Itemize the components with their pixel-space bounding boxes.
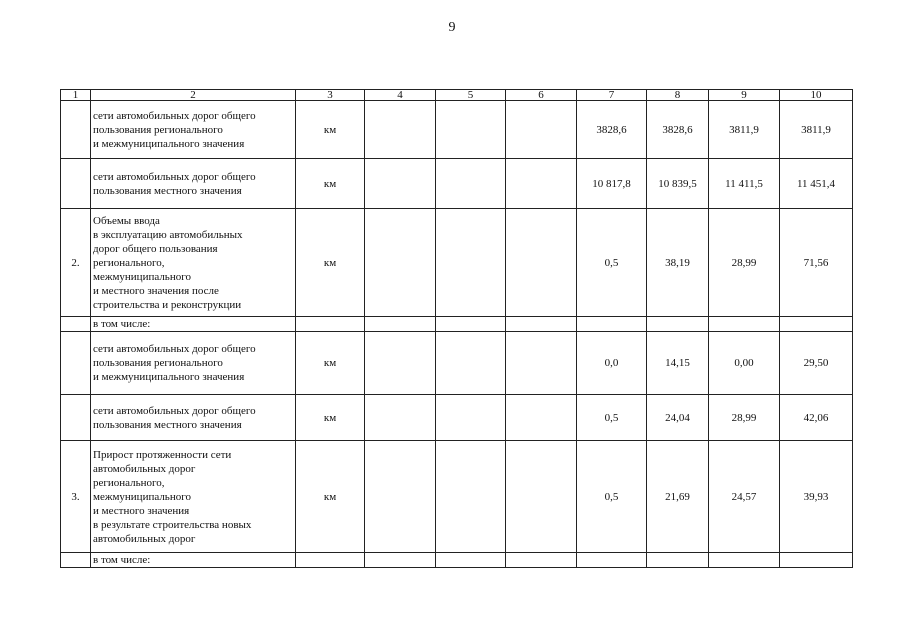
value-cell-c7: [577, 553, 647, 568]
value-cell-c10: 11 451,4: [780, 159, 853, 209]
indicator-name-cell: [91, 395, 296, 441]
value-cell-c9: 3811,9: [709, 101, 780, 159]
unit-cell: км: [296, 441, 365, 553]
column-number: 4: [365, 90, 436, 101]
unit-cell: км: [296, 332, 365, 395]
value-cell-c6: [506, 209, 577, 317]
value-cell-c4: [365, 553, 436, 568]
value-cell-c4: [365, 159, 436, 209]
indicator-name-line: регионального,: [93, 256, 165, 269]
unit-cell: км: [296, 101, 365, 159]
value-cell-c9: 11 411,5: [709, 159, 780, 209]
value-cell-c5: [436, 209, 506, 317]
value-cell-c10: 39,93: [780, 441, 853, 553]
column-number-row: [61, 90, 853, 101]
indicator-name-line: в эксплуатацию автомобильных: [93, 228, 243, 241]
row-number-cell: 2.: [61, 209, 91, 317]
value-cell-c7: 0,5: [577, 441, 647, 553]
value-cell-c8: [647, 317, 709, 332]
column-number: 9: [709, 90, 780, 101]
indicator-name-cell: [91, 101, 296, 159]
value-cell-c6: [506, 101, 577, 159]
value-cell-c7: 0,5: [577, 209, 647, 317]
indicator-name-cell: [91, 441, 296, 553]
unit-cell: км: [296, 159, 365, 209]
value-cell-c4: [365, 317, 436, 332]
column-number: 2: [91, 90, 296, 101]
row-number-cell: [61, 159, 91, 209]
indicator-name-line: в том числе:: [93, 554, 151, 566]
value-cell-c4: [365, 395, 436, 441]
value-cell-c7: [577, 317, 647, 332]
unit-cell: [296, 317, 365, 332]
indicator-name-line: дорог общего пользования: [93, 242, 218, 255]
value-cell-c9: 24,57: [709, 441, 780, 553]
indicator-name-line: сети автомобильных дорог общего: [93, 170, 256, 183]
indicator-name-cell: [91, 209, 296, 317]
row-number-cell: [61, 317, 91, 332]
value-cell-c10: 3811,9: [780, 101, 853, 159]
unit-cell: км: [296, 395, 365, 441]
row-number-cell: [61, 101, 91, 159]
indicator-name-cell: [91, 553, 296, 568]
value-cell-c10: [780, 553, 853, 568]
value-cell-c4: [365, 441, 436, 553]
unit-cell: км: [296, 209, 365, 317]
value-cell-c5: [436, 553, 506, 568]
indicator-name-line: Прирост протяженности сети: [93, 448, 232, 461]
table-row: [61, 553, 853, 568]
value-cell-c9: [709, 317, 780, 332]
value-cell-c9: 28,99: [709, 209, 780, 317]
indicator-name-line: и межмуниципального значения: [93, 371, 245, 383]
value-cell-c9: 0,00: [709, 332, 780, 395]
indicator-name-line: в том числе:: [93, 318, 151, 330]
indicator-table: [60, 89, 853, 568]
column-number: 3: [296, 90, 365, 101]
value-cell-c4: [365, 209, 436, 317]
table-row: [61, 159, 853, 209]
value-cell-c8: 3828,6: [647, 101, 709, 159]
value-cell-c5: [436, 317, 506, 332]
column-number: 6: [506, 90, 577, 101]
value-cell-c8: 10 839,5: [647, 159, 709, 209]
value-cell-c5: [436, 332, 506, 395]
indicator-name-line: и межмуниципального значения: [93, 137, 245, 150]
indicator-name-line: в результате строительства новых: [93, 518, 252, 531]
value-cell-c6: [506, 332, 577, 395]
value-cell-c9: 28,99: [709, 395, 780, 441]
value-cell-c6: [506, 159, 577, 209]
indicator-name-line: межмуниципального: [93, 270, 191, 283]
indicator-name-line: строительства и реконструкции: [93, 298, 242, 311]
indicator-name-line: межмуниципального: [93, 490, 191, 503]
value-cell-c10: 42,06: [780, 395, 853, 441]
column-number: 5: [436, 90, 506, 101]
value-cell-c9: [709, 553, 780, 568]
value-cell-c7: 0,5: [577, 395, 647, 441]
indicator-name-line: и местного значения после: [93, 284, 219, 297]
row-number-cell: [61, 553, 91, 568]
indicator-name-line: пользования местного значения: [93, 184, 242, 197]
indicator-name-line: пользования регионального: [93, 357, 223, 369]
value-cell-c5: [436, 101, 506, 159]
indicator-name-cell: [91, 159, 296, 209]
indicator-name-line: сети автомобильных дорог общего: [93, 404, 256, 417]
value-cell-c8: 24,04: [647, 395, 709, 441]
table-row: [61, 317, 853, 332]
value-cell-c10: 29,50: [780, 332, 853, 395]
row-number-cell: [61, 395, 91, 441]
table-row: [61, 441, 853, 553]
value-cell-c8: 21,69: [647, 441, 709, 553]
value-cell-c7: 3828,6: [577, 101, 647, 159]
value-cell-c4: [365, 332, 436, 395]
indicator-name-line: пользования регионального: [93, 123, 223, 136]
table-row: [61, 209, 853, 317]
value-cell-c6: [506, 553, 577, 568]
indicator-name-cell: [91, 317, 296, 332]
row-number-cell: 3.: [61, 441, 91, 553]
value-cell-c6: [506, 441, 577, 553]
value-cell-c10: [780, 317, 853, 332]
indicator-name-line: и местного значения: [93, 504, 190, 517]
value-cell-c5: [436, 159, 506, 209]
indicator-name-cell: [91, 332, 296, 395]
page-number: 9: [448, 20, 456, 35]
indicator-name-line: Объемы ввода: [93, 214, 160, 227]
table-body: [61, 90, 853, 568]
table-row: [61, 101, 853, 159]
table-row: [61, 395, 853, 441]
indicator-name-line: сети автомобильных дорог общего: [93, 343, 256, 355]
value-cell-c8: 38,19: [647, 209, 709, 317]
value-cell-c4: [365, 101, 436, 159]
row-number-cell: [61, 332, 91, 395]
value-cell-c8: 14,15: [647, 332, 709, 395]
value-cell-c5: [436, 395, 506, 441]
value-cell-c7: 10 817,8: [577, 159, 647, 209]
indicator-name-line: пользования местного значения: [93, 418, 242, 431]
column-number: 1: [61, 90, 91, 101]
unit-cell: [296, 553, 365, 568]
value-cell-c6: [506, 317, 577, 332]
value-cell-c8: [647, 553, 709, 568]
indicator-name-line: регионального,: [93, 476, 165, 489]
value-cell-c5: [436, 441, 506, 553]
value-cell-c7: 0,0: [577, 332, 647, 395]
indicator-name-line: автомобильных дорог: [93, 462, 196, 475]
column-number: 10: [780, 90, 853, 101]
value-cell-c10: 71,56: [780, 209, 853, 317]
indicator-name-line: сети автомобильных дорог общего: [93, 109, 256, 122]
column-number: 8: [647, 90, 709, 101]
column-number: 7: [577, 90, 647, 101]
table-row: [61, 332, 853, 395]
indicator-name-line: автомобильных дорог: [93, 532, 196, 545]
value-cell-c6: [506, 395, 577, 441]
